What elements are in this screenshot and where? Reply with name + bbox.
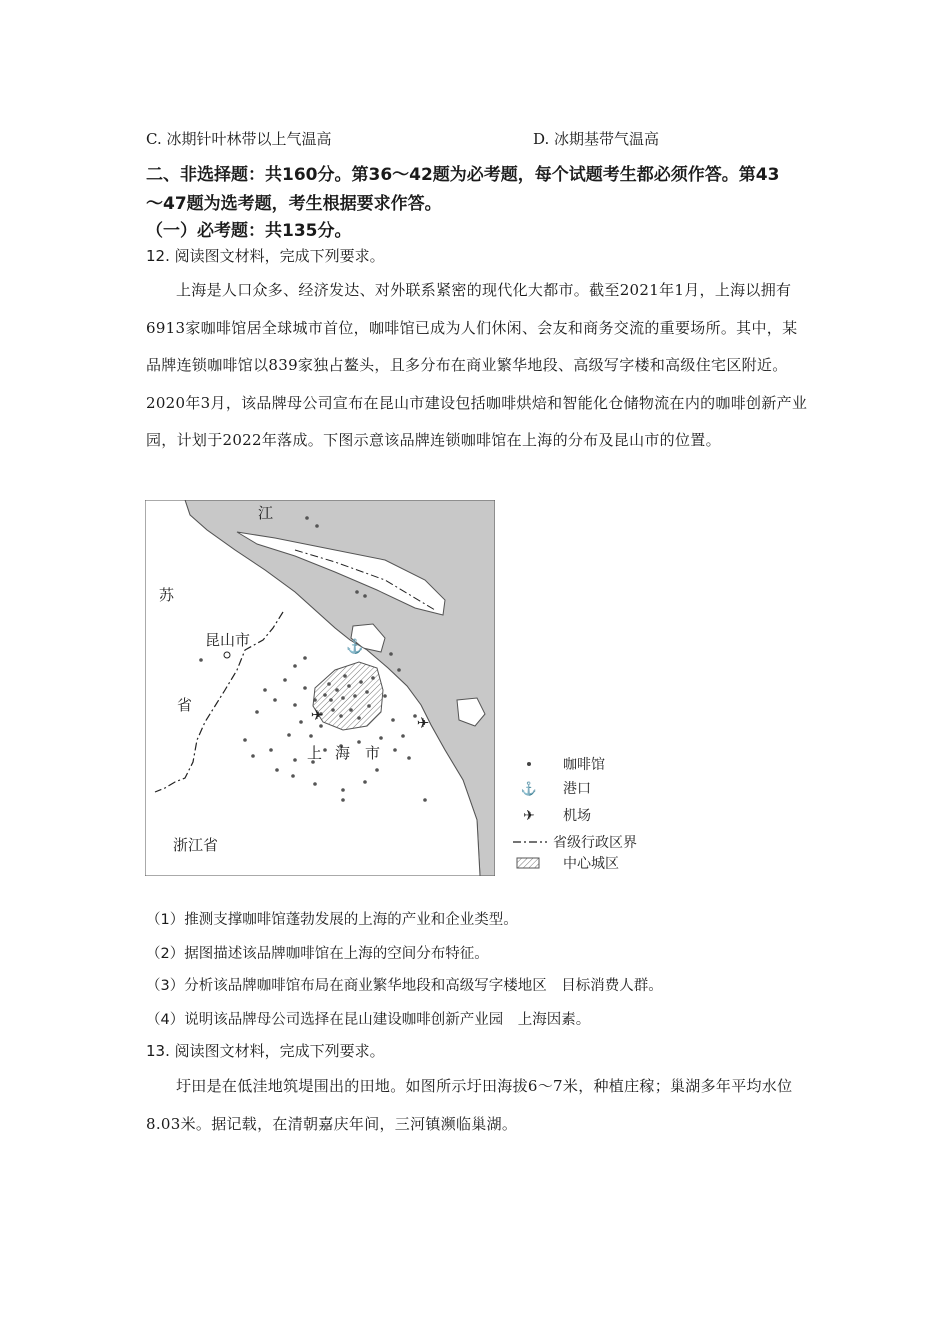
q13-paragraph: 圩田是在低洼地筑堤围出的田地。如图所示圩田海拔6～7米，种植庄稼；巢湖多年平均水位8.03米。据记载，在清朝嘉庆年间，三河镇濒临巢湖。 <box>146 1077 793 1133</box>
label-kunshan: 昆山市 <box>205 631 251 649</box>
legend-center: 中心城区 <box>563 856 619 872</box>
legend-airport-icon: ✈ <box>523 808 535 824</box>
section-subheading: （一）必考题：共135分。 <box>146 221 352 241</box>
section-heading-line1: 二、非选择题：共160分。第36～42题为必考题，每个试题考生都必须作答。第43 <box>146 165 780 185</box>
q12-paragraph: 上海是人口众多、经济发达、对外联系紧密的现代化大都市。截至2021年1月，上海以拥有6913家咖啡馆居全球城市首位，咖啡馆已成为人们休闲、会友和商务交流的重要场所。其中，某品牌连锁咖啡馆以839家独占鳌头，且多分布在商业繁华地段、高级写字楼和高级住宅区附近。2020年3月，该品牌母公司宣布在昆山市建设包括咖啡烘焙和智能化仓储物流在内的咖啡创新产业园，计划于2022年落成。下图示意该品牌连锁咖啡馆在上海的分布及昆山市的位置。 <box>146 281 808 449</box>
q12-sub-3: （3）分析该品牌咖啡馆布局在商业繁华地段和高级写字楼地区 目标消费人群。 <box>146 978 663 994</box>
legend-border: 省级行政区界 <box>553 835 637 851</box>
option-c: C. 冰期针叶林带以上气温高 <box>146 130 332 148</box>
map-legend <box>505 750 665 878</box>
port-icon: ⚓ <box>346 639 364 655</box>
q12-sub-2: （2）据图描述该品牌咖啡馆在上海的空间分布特征。 <box>146 946 489 962</box>
airport-icon-west: ✈ <box>310 706 324 724</box>
label-sheng: 省 <box>177 696 193 714</box>
q12-sub-4: （4）说明该品牌母公司选择在昆山建设咖啡创新产业园 上海因素。 <box>146 1012 591 1028</box>
q13-title: 13. 阅读图文材料，完成下列要求。 <box>146 1042 385 1060</box>
airport-icon-east: ✈ <box>416 714 430 732</box>
q12-sub-1: （1）推测支撑咖啡馆蓬勃发展的上海的产业和企业类型。 <box>146 912 518 928</box>
legend-cafe: 咖啡馆 <box>563 757 605 773</box>
label-hai: 海 <box>335 744 351 762</box>
q12-title: 12. 阅读图文材料，完成下列要求。 <box>146 247 385 265</box>
legend-port-icon: ⚓ <box>520 782 538 797</box>
label-shi: 市 <box>365 744 381 762</box>
section-heading-line2: ～47题为选考题，考生根据要求作答。 <box>146 194 442 214</box>
legend-port: 港口 <box>563 781 591 797</box>
shanghai-cafe-map <box>145 500 495 876</box>
label-su: 苏 <box>159 586 175 604</box>
label-shang: 上 <box>307 744 323 762</box>
legend-center-icon <box>517 858 539 868</box>
legend-cafe-icon <box>527 762 531 766</box>
label-zhejiang: 浙江省 <box>173 836 219 854</box>
legend-airport: 机场 <box>563 808 591 824</box>
label-jiang: 江 <box>258 504 274 522</box>
option-d: D. 冰期基带气温高 <box>533 130 660 148</box>
